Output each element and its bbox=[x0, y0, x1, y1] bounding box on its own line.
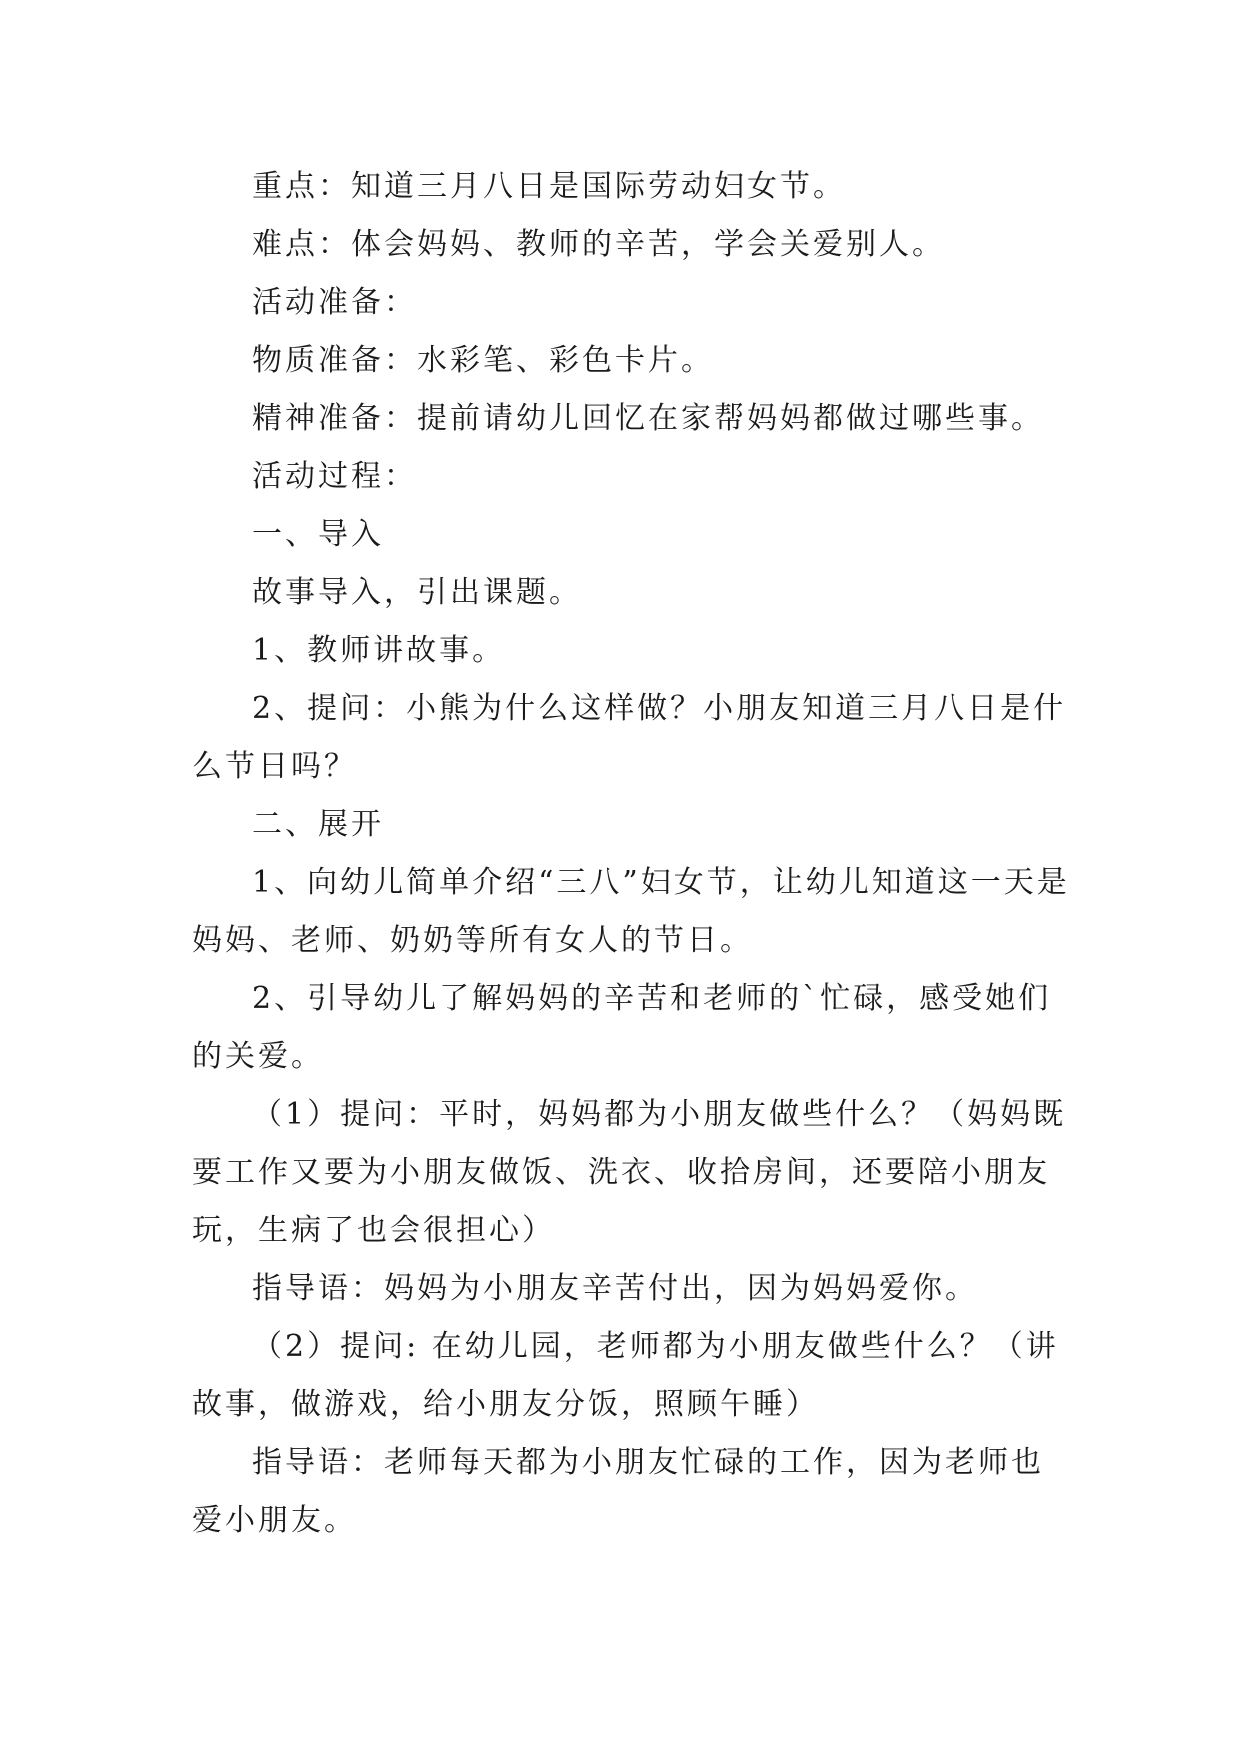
paragraph-preparation-heading: 活动准备： bbox=[252, 285, 417, 320]
paragraph-womens-day-intro: 1、向幼儿简单介绍“三八”妇女节，让幼儿知道这一天是妈妈、老师、奶奶等所有女人的节日。 bbox=[192, 865, 1070, 958]
paragraph-story-intro: 故事导入，引出课题。 bbox=[252, 575, 582, 610]
section-heading-development: 二、展开 bbox=[252, 807, 384, 842]
paragraph-difficulty: 难点：体会妈妈、教师的辛苦，学会关爱别人。 bbox=[252, 227, 945, 262]
paragraph-question-mother: （1）提问：平时，妈妈都为小朋友做些什么？（妈妈既要工作又要为小朋友做饭、洗衣、收拾房间，还要陪小朋友玩，生病了也会很担心） bbox=[192, 1097, 1067, 1248]
paragraph-process-heading: 活动过程： bbox=[252, 459, 417, 494]
paragraph-guide-understanding: 2、引导幼儿了解妈妈的辛苦和老师的`忙碌，感受她们的关爱。 bbox=[192, 981, 1052, 1074]
paragraph-guidance-mother: 指导语：妈妈为小朋友辛苦付出，因为妈妈爱你。 bbox=[252, 1271, 978, 1306]
paragraph-key-point: 重点：知道三月八日是国际劳动妇女节。 bbox=[252, 169, 846, 204]
paragraph-question-teacher: （2）提问: 在幼儿园，老师都为小朋友做些什么？（讲故事，做游戏，给小朋友分饭，照顾午睡） bbox=[192, 1329, 1059, 1422]
paragraph-guidance-teacher: 指导语：老师每天都为小朋友忙碌的工作，因为老师也爱小朋友。 bbox=[192, 1445, 1044, 1538]
lesson-plan-body bbox=[192, 158, 1072, 1550]
paragraph-material-preparation: 物质准备：水彩笔、彩色卡片。 bbox=[252, 343, 714, 378]
paragraph-teacher-story: 1、教师讲故事。 bbox=[252, 633, 506, 668]
section-heading-introduction: 一、导入 bbox=[252, 517, 384, 552]
paragraph-question-bear: 2、提问：小熊为什么这样做？小朋友知道三月八日是什么节日吗？ bbox=[192, 691, 1067, 784]
paragraph-mental-preparation: 精神准备：提前请幼儿回忆在家帮妈妈都做过哪些事。 bbox=[252, 401, 1044, 436]
